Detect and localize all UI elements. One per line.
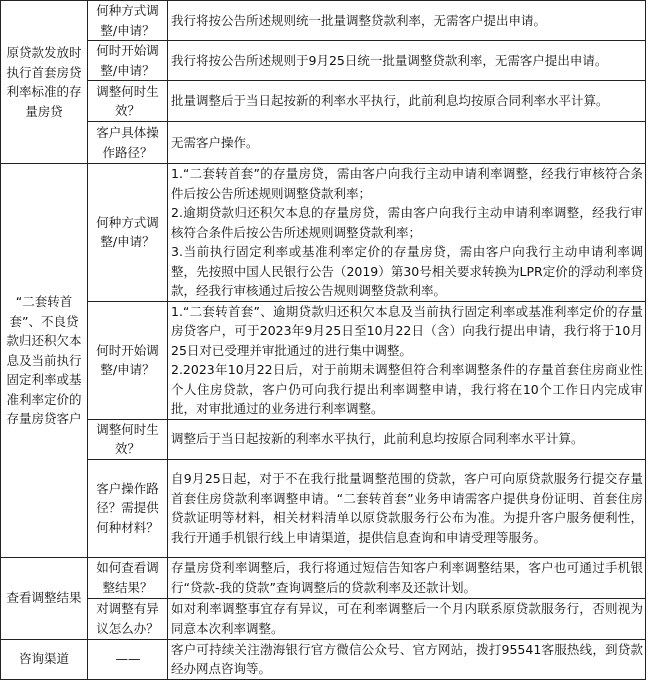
- category-cell: 咨询渠道: [1, 639, 88, 679]
- answer-cell: 无需客户操作。: [168, 122, 646, 164]
- answer-cell: 我行将按公告所述规则统一批量调整贷款利率，无需客户提出申请。: [168, 1, 646, 41]
- category-cell: 查看调整结果: [1, 557, 88, 639]
- answer-cell: 我行将按公告所述规则于9月25日统一批量调整贷款利率，无需客户提出申请。: [168, 41, 646, 81]
- table-row: [1, 459, 646, 557]
- question-cell: 对调整有异议怎么办？: [88, 598, 168, 639]
- question-cell: 何时开始调整/申请？: [88, 41, 168, 81]
- answer-cell: 批量调整后于当日起按新的利率水平执行，此前利息均按原合同利率水平计算。: [168, 81, 646, 122]
- question-cell: ——: [88, 639, 168, 679]
- table-row: [1, 41, 646, 81]
- table-row: [1, 301, 646, 419]
- table-row: [1, 419, 646, 459]
- answer-paragraph: 1.“二套转首套”、逾期贷款归还积欠本息及当前执行固定利率或基准利率定价的存量房贷客户，可于2023年9月25日至10月22日（含）向我行提出申请，我行将于10月25日对已受理并审批通过的进行集中调整。: [171, 303, 643, 358]
- question-cell: 客户具体操作路径？: [88, 122, 168, 164]
- question-cell: 如何查看调整结果？: [88, 557, 168, 598]
- answer-paragraph: 2.2023年10月22日后，对于前期未调整但符合利率调整条件的存量首套住房商业性个人住房贷款，客户仍可向我行提出利率调整申请，我行将在10个工作日内完成审批，对审批通过的业务进行利率调整。: [171, 362, 643, 416]
- table-row: [1, 639, 646, 679]
- answer-cell: 存量房贷利率调整后，我行将通过短信告知客户利率调整结果，客户也可通过手机银行“贷款-我的贷款”查询调整后的贷款利率及还款计划。: [168, 557, 646, 598]
- table-row: [1, 598, 646, 639]
- question-cell: 何种方式调整/申请？: [88, 164, 168, 302]
- category-cell: 原贷款发放时执行首套房贷利率标准的存量房贷: [1, 1, 88, 164]
- answer-cell: 客户可持续关注渤海银行官方微信公众号、官方网站，拨打95541客服热线，到贷款经办网点咨询等。: [168, 639, 646, 679]
- table-row: [1, 81, 646, 122]
- question-cell: 客户操作路径？需提供何种材料？: [88, 459, 168, 557]
- table-row: [1, 164, 646, 302]
- answer-paragraph: 1.“二套转首套”的存量房贷，需由客户向我行主动申请利率调整，经我行审核符合条件后按公告所述规则调整贷款利率；: [171, 166, 643, 201]
- question-cell: 调整何时生效？: [88, 419, 168, 459]
- answer-cell: [168, 164, 646, 302]
- answer-cell: 如对利率调整事宜存有异议，可在利率调整后一个月内联系原贷款服务行，否则视为同意本次利率调整。: [168, 598, 646, 639]
- answer-cell: 自9月25日起，对于不在我行批量调整范围的贷款，客户可向原贷款服务行提交存量首套住房贷款利率调整申请。“二套转首套”业务申请需客户提供身份证明、首套住房贷款证明等材料，相关材料清单以原贷款服务行公布为准。为提升客户服务便利性，我行开通手机银行线上申请渠道，提供信息查询和申请受理等服务。: [168, 459, 646, 557]
- answer-cell: [168, 301, 646, 419]
- answer-cell: 调整后于当日起按新的利率水平执行，此前利息均按原合同利率水平计算。: [168, 419, 646, 459]
- table-row: [1, 557, 646, 598]
- question-cell: 何种方式调整/申请？: [88, 1, 168, 41]
- category-cell: “二套转首套”、不良贷款归还积欠本息及当前执行固定利率或基准利率定价的存量房贷客户: [1, 164, 88, 558]
- answer-paragraph: 3.当前执行固定利率或基准利率定价的存量房贷，需由客户向我行主动申请利率调整，先按照中国人民银行公告（2019）第30号相关要求转换为LPR定价的浮动利率贷款，经我行审核通过后按公告规则调整贷款利率。: [171, 244, 643, 298]
- question-cell: 何时开始调整/申请？: [88, 301, 168, 419]
- question-cell: 调整何时生效？: [88, 81, 168, 122]
- answer-paragraph: 2.逾期贷款归还积欠本息的存量房贷，需由客户向我行主动申请利率调整，经我行审核符合条件后按公告所述规则调整贷款利率；: [171, 205, 643, 240]
- table-row: [1, 122, 646, 164]
- table-row: [1, 1, 646, 41]
